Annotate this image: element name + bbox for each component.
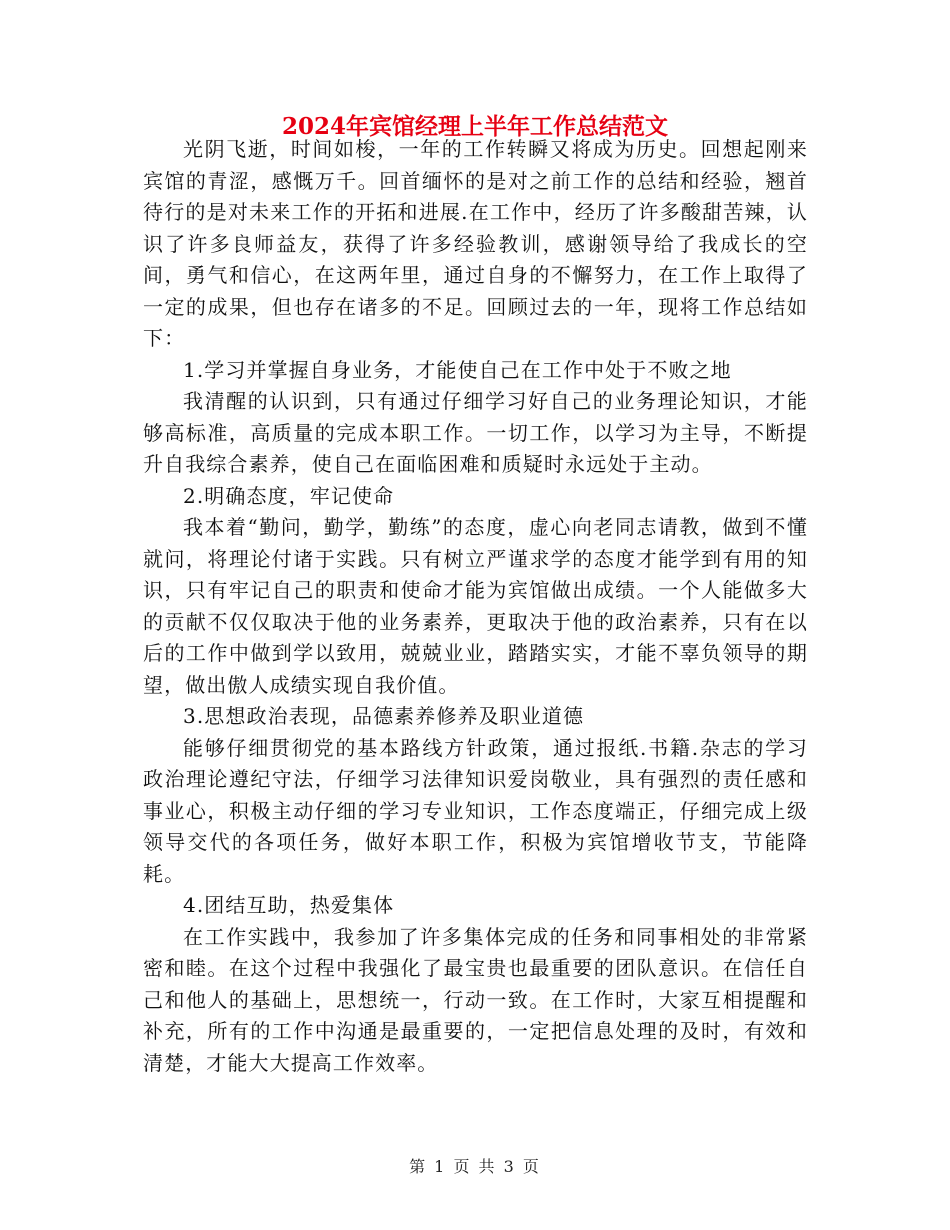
document-body	[143, 134, 808, 1079]
document-title: 2024年宾馆经理上半年工作总结范文	[281, 113, 668, 140]
paragraph-section-2: 我本着“勤问，勤学，勤练”的态度，虚心向老同志请教，做到不懂就问，将理论付诸于实践。只有树立严谨求学的态度才能学到有用的知识，只有牢记自己的职责和使命才能为宾馆做出成绩。一个人能做多大的贡献不仅仅取决于他的业务素养，更取决于他的政治素养，只有在以后的工作中做到学以致用，兢兢业业，踏踏实实，才能不辜负领导的期望，做出傲人成绩实现自我价值。	[143, 515, 808, 697]
paragraph-section-4: 在工作实践中，我参加了许多集体完成的任务和同事相处的非常紧密和睦。在这个过程中我强化了最宝贵也最重要的团队意识。在信任自己和他人的基础上，思想统一，行动一致。在工作时，大家互相提醒和补充，所有的工作中沟通是最重要的，一定把信息处理的及时，有效和清楚，才能大大提高工作效率。	[143, 924, 808, 1075]
section-heading-1: 1.学习并掌握自身业务，才能使自己在工作中处于不败之地	[183, 357, 732, 382]
paragraph-section-3: 能够仔细贯彻党的基本路线方针政策，通过报纸.书籍.杂志的学习政治理论遵纪守法，仔细学习法律知识爱岗敬业，具有强烈的责任感和事业心，积极主动仔细的学习专业知识，工作态度端正，仔细完成上级领导交代的各项任务，做好本职工作，积极为宾馆增收节支，节能降耗。	[143, 735, 808, 886]
section-heading-4: 4.团结互助，热爱集体	[183, 893, 395, 917]
section-heading-2: 2.明确态度，牢记使命	[183, 483, 395, 508]
paragraph-intro: 光阴飞逝，时间如梭，一年的工作转瞬又将成为历史。回想起刚来宾馆的青涩，感慨万千。回首缅怀的是对之前工作的总结和经验，翘首待行的是对未来工作的开拓和进展.在工作中，经历了许多酸甜苦辣，认识了许多良师益友，获得了许多经验教训，感谢领导给了我成长的空间，勇气和信心，在这两年里，通过自身的不懈努力，在工作上取得了一定的成果，但也存在诸多的不足。回顾过去的一年，现将工作总结如下：	[143, 137, 808, 350]
paragraph-section-1: 我清醒的认识到，只有通过仔细学习好自己的业务理论知识，才能够高标准，高质量的完成本职工作。一切工作，以学习为主导，不断提升自我综合素养，使自己在面临困难和质疑时永远处于主动。	[143, 389, 808, 476]
page-footer: 第 1 页 共 3 页	[409, 1157, 541, 1176]
section-heading-3: 3.思想政治表现，品德素养修养及职业道德	[183, 704, 585, 728]
